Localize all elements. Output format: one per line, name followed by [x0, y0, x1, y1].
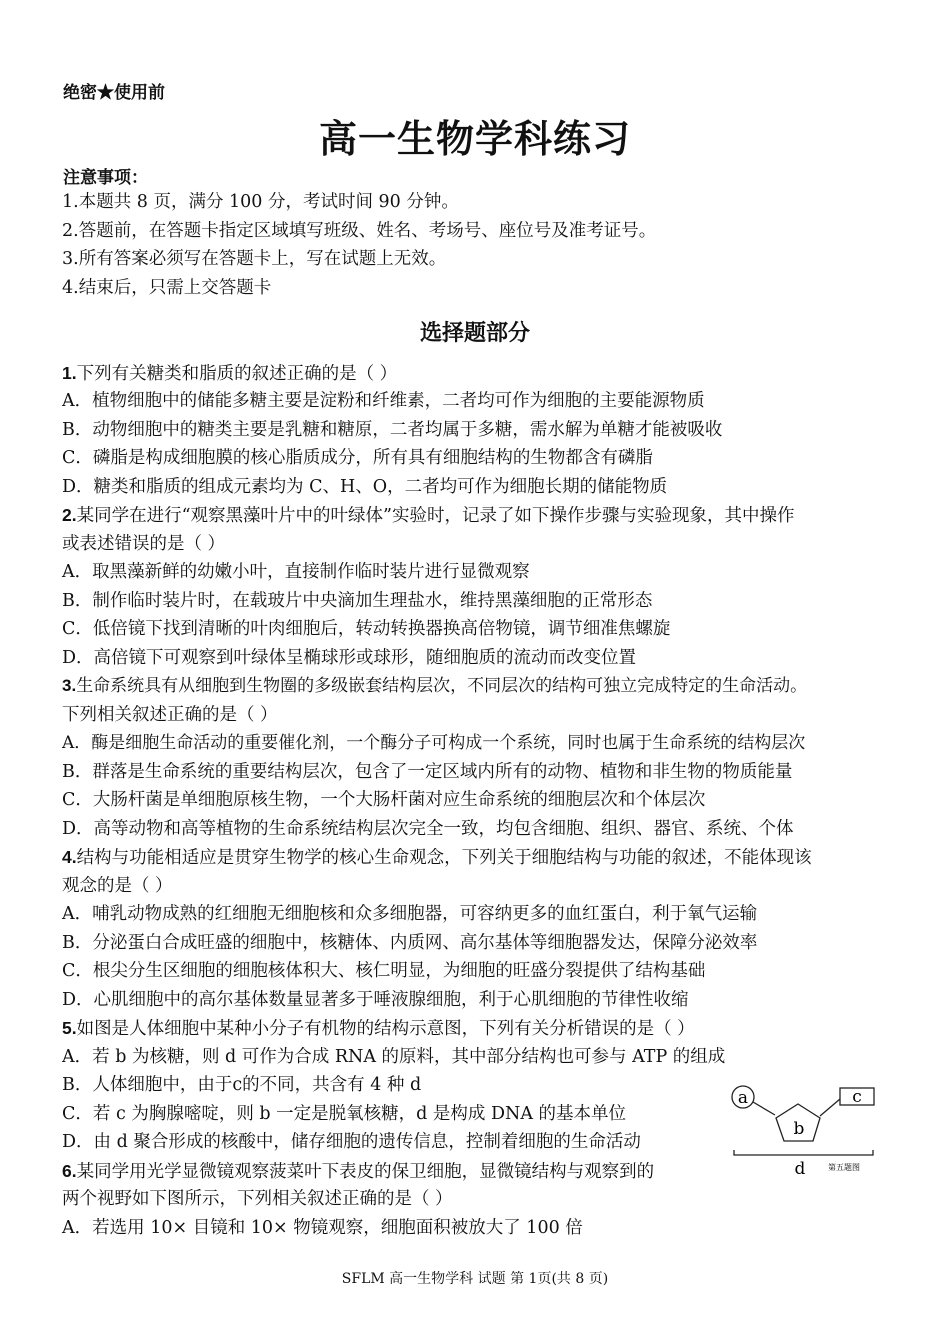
question-2-option-b: B．制作临时装片时，在载玻片中央滴加生理盐水，维持黑藻细胞的正常形态	[62, 591, 653, 611]
note-item: 1.本题共 8 页，满分 100 分，考试时间 90 分钟。	[62, 192, 459, 212]
note-item: 3.所有答案必须写在答题卡上，写在试题上无效。	[62, 249, 447, 269]
question-4-option-b: B．分泌蛋白合成旺盛的细胞中，核糖体、内质网、高尔基体等细胞器发达，保障分泌效率	[62, 933, 758, 953]
question-4-option-c: C．根尖分生区细胞的细胞核体积大、核仁明显，为细胞的旺盛分裂提供了结构基础	[62, 961, 706, 981]
question-4-stem-cont: 观念的是（ ）	[62, 876, 173, 896]
nucleotide-diagram	[728, 1078, 888, 1178]
question-5-stem	[62, 1016, 695, 1041]
question-3-option-a: A．酶是细胞生命活动的重要催化剂，一个酶分子可构成一个系统，同时也属于生命系统的结构层次	[62, 733, 806, 753]
note-item: 4.结束后，只需上交答题卡	[62, 278, 272, 298]
bond-line	[753, 1102, 775, 1115]
question-text: 生命系统具有从细胞到生物圈的多级嵌套结构层次，不同层次的结构可独立完成特定的生命活动。	[76, 676, 808, 696]
question-5-option-d: D．由 d 聚合形成的核酸中，储存细胞的遗传信息，控制着细胞的生命活动	[62, 1132, 641, 1152]
question-5-option-a: A．若 b 为核糖，则 d 可作为合成 RNA 的原料，其中部分结构也可参与 ATP 的组成	[62, 1047, 726, 1067]
label-c: c	[852, 1087, 862, 1107]
question-number: 4.	[62, 847, 77, 867]
question-4-option-d: D．心肌细胞中的高尔基体数量显著多于唾液腺细胞，利于心肌细胞的节律性收缩	[62, 990, 689, 1010]
question-2-stem	[62, 503, 795, 528]
question-4-stem	[62, 845, 812, 870]
question-4-option-a: A．哺乳动物成熟的红细胞无细胞核和众多细胞器，可容纳更多的血红蛋白，利于氧气运输	[62, 904, 758, 924]
question-1-option-c: C．磷脂是构成细胞膜的核心脂质成分，所有具有细胞结构的生物都含有磷脂	[62, 448, 653, 468]
question-2-option-a: A．取黑藻新鲜的幼嫩小叶，直接制作临时装片进行显微观察	[62, 562, 530, 582]
question-6-stem-cont: 两个视野如下图所示，下列相关叙述正确的是（ ）	[62, 1189, 453, 1209]
question-1-option-a: A．植物细胞中的储能多糖主要是淀粉和纤维素，二者均可作为细胞的主要能源物质	[62, 391, 705, 411]
question-text: 如图是人体细胞中某种小分子有机物的结构示意图，下列有关分析错误的是（ ）	[76, 1019, 695, 1039]
question-3-option-c: C．大肠杆菌是单细胞原核生物，一个大肠杆菌对应生命系统的细胞层次和个体层次	[62, 790, 706, 810]
notes-heading: 注意事项：	[63, 168, 148, 188]
label-b: b	[793, 1119, 805, 1139]
label-a: a	[737, 1088, 749, 1108]
question-number: 5.	[62, 1018, 77, 1038]
question-3-stem-cont: 下列相关叙述正确的是（ ）	[62, 705, 278, 725]
question-text: 某同学用光学显微镜观察菠菜叶下表皮的保卫细胞，显微镜结构与观察到的	[76, 1162, 655, 1182]
question-3-stem	[62, 674, 807, 698]
question-3-option-d: D．高等动物和高等植物的生命系统结构层次完全一致，均包含细胞、组织、器官、系统、个体	[62, 819, 794, 839]
question-1-option-d: D．糖类和脂质的组成元素均为 C、H、O，二者均可作为细胞长期的储能物质	[62, 477, 668, 497]
question-3-option-b: B．群落是生命系统的重要结构层次，包含了一定区域内所有的动物、植物和非生物的物质能量	[62, 762, 793, 782]
question-number: 1.	[62, 363, 77, 383]
question-1-option-b: B．动物细胞中的糖类主要是乳糖和糖原，二者均属于多糖，需水解为单糖才能被吸收	[62, 420, 723, 440]
question-6-stem	[62, 1159, 654, 1184]
question-text: 下列有关糖类和脂质的叙述正确的是（ ）	[76, 364, 398, 384]
section-title: 选择题部分	[419, 321, 530, 346]
label-d: d	[794, 1159, 806, 1178]
bracket	[734, 1150, 873, 1155]
question-2-option-d: D．高倍镜下可观察到叶绿体呈椭球形或球形，随细胞质的流动而改变位置	[62, 648, 637, 668]
page-footer: SFLM 高一生物学科 试题 第 1页(共 8 页)	[341, 1271, 609, 1287]
page-title: 高一生物学科练习	[318, 117, 631, 161]
question-6-option-a: A．若选用 10× 目镜和 10× 物镜观察，细胞面积被放大了 100 倍	[62, 1218, 583, 1238]
figure-caption: 第五题图	[828, 1163, 860, 1172]
question-text: 某同学在进行“观察黑藻叶片中的叶绿体”实验时，记录了如下操作步骤与实验现象，其中操作	[76, 506, 795, 526]
note-item: 2.答题前，在答题卡指定区域填写班级、姓名、考场号、座位号及准考证号。	[62, 221, 657, 241]
question-number: 6.	[62, 1161, 77, 1181]
question-1-stem	[62, 361, 397, 386]
question-5-option-c: C．若 c 为胸腺嘧啶，则 b 一定是脱氧核糖，d 是构成 DNA 的基本单位	[62, 1104, 627, 1124]
question-text: 结构与功能相适应是贯穿生物学的核心生命观念，下列关于细胞结构与功能的叙述，不能体现该	[76, 848, 812, 868]
question-2-stem-cont: 或表述错误的是（ ）	[62, 534, 226, 554]
question-5-option-b: B．人体细胞中，由于c的不同，共含有 4 种 d	[62, 1075, 422, 1095]
bond-line	[820, 1099, 840, 1116]
question-2-option-c: C．低倍镜下找到清晰的叶肉细胞后，转动转换器换高倍物镜，调节细准焦螺旋	[62, 619, 671, 639]
confidential-mark: 绝密★使用前	[63, 83, 165, 103]
question-number: 3.	[62, 676, 77, 695]
question-number: 2.	[62, 505, 77, 525]
